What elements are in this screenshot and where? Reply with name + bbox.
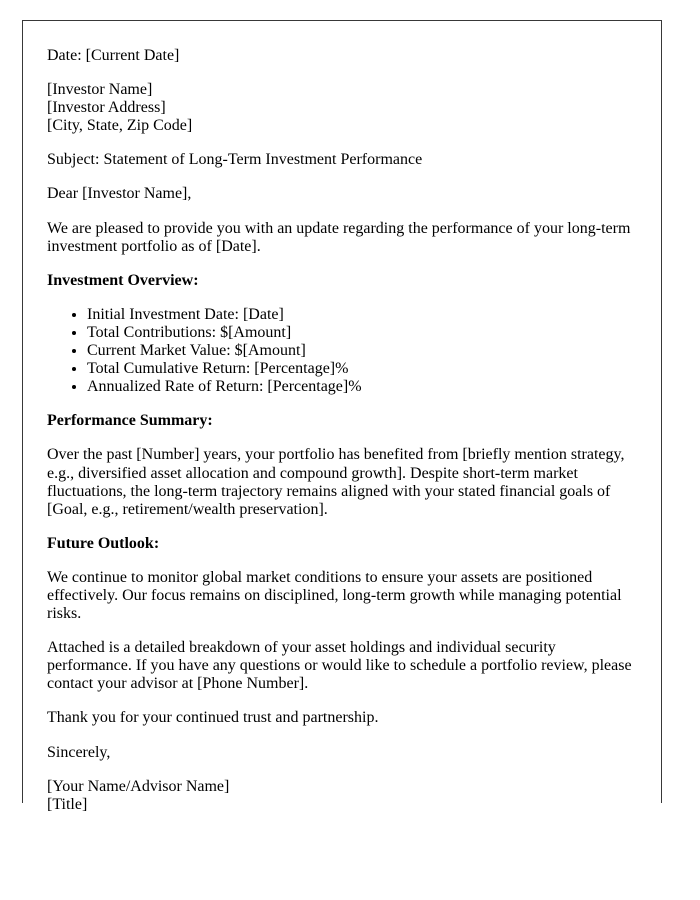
outlook-attachment-paragraph: Attached is a detailed breakdown of your asset holdings and individual security performance. If you have any questions or would like to schedule a portfolio review, please contact your advisor at [Phone Number]. bbox=[47, 639, 632, 693]
subject-line: Subject: Statement of Long-Term Investment Performance bbox=[47, 151, 423, 169]
salutation: Dear [Investor Name], bbox=[47, 185, 192, 203]
outlook-monitoring-paragraph: We continue to monitor global market conditions to ensure your assets are positioned effectively. Our focus remains on disciplined, long-term growth while managing potential risks. bbox=[47, 568, 622, 623]
performance-summary-paragraph: Over the past [Number] years, your portfolio has benefited from [briefly mention strategy, e.g., diversified asset allocation and compound growth]. Despite short-term market fluctuations, the long-term trajectory remains aligned with your stated financial goals of [Goal, e.g., retirement/wealth preservation]. bbox=[47, 446, 625, 518]
future-outlook-heading: Future Outlook: bbox=[47, 534, 160, 552]
recipient-name: [Investor Name] bbox=[47, 81, 153, 99]
investment-overview-heading: Investment Overview: bbox=[47, 271, 199, 289]
overview-bullet-total-contributions: • Total Contributions: $[Amount] bbox=[87, 324, 637, 342]
recipient-city-state-zip: [City, State, Zip Code] bbox=[47, 117, 193, 135]
recipient-address: [Investor Address] bbox=[47, 99, 166, 117]
letter-document bbox=[22, 20, 662, 813]
overview-bullet-annualized-return: • Annualized Rate of Return: [Percentage]% bbox=[87, 378, 637, 396]
intro-paragraph: We are pleased to provide you with an update regarding the performance of your long-term investment portfolio as of [Date]. bbox=[47, 219, 631, 255]
signature-block bbox=[47, 778, 637, 814]
date-line: Date: [Current Date] bbox=[47, 47, 180, 64]
overview-bullet-initial-date: • Initial Investment Date: [Date] bbox=[87, 306, 637, 324]
overview-bullet-market-value: • Current Market Value: $[Amount] bbox=[87, 342, 637, 360]
overview-bullet-cumulative-return: • Total Cumulative Return: [Percentage]% bbox=[87, 360, 637, 378]
recipient-block bbox=[47, 81, 637, 135]
signature-title: [Title] bbox=[47, 795, 88, 813]
performance-summary-heading: Performance Summary: bbox=[47, 412, 213, 430]
signature-name: [Your Name/Advisor Name] bbox=[47, 777, 230, 795]
thanks-paragraph: Thank you for your continued trust and partnership. bbox=[47, 709, 379, 727]
signoff: Sincerely, bbox=[47, 743, 111, 761]
investment-overview-list bbox=[47, 306, 637, 396]
